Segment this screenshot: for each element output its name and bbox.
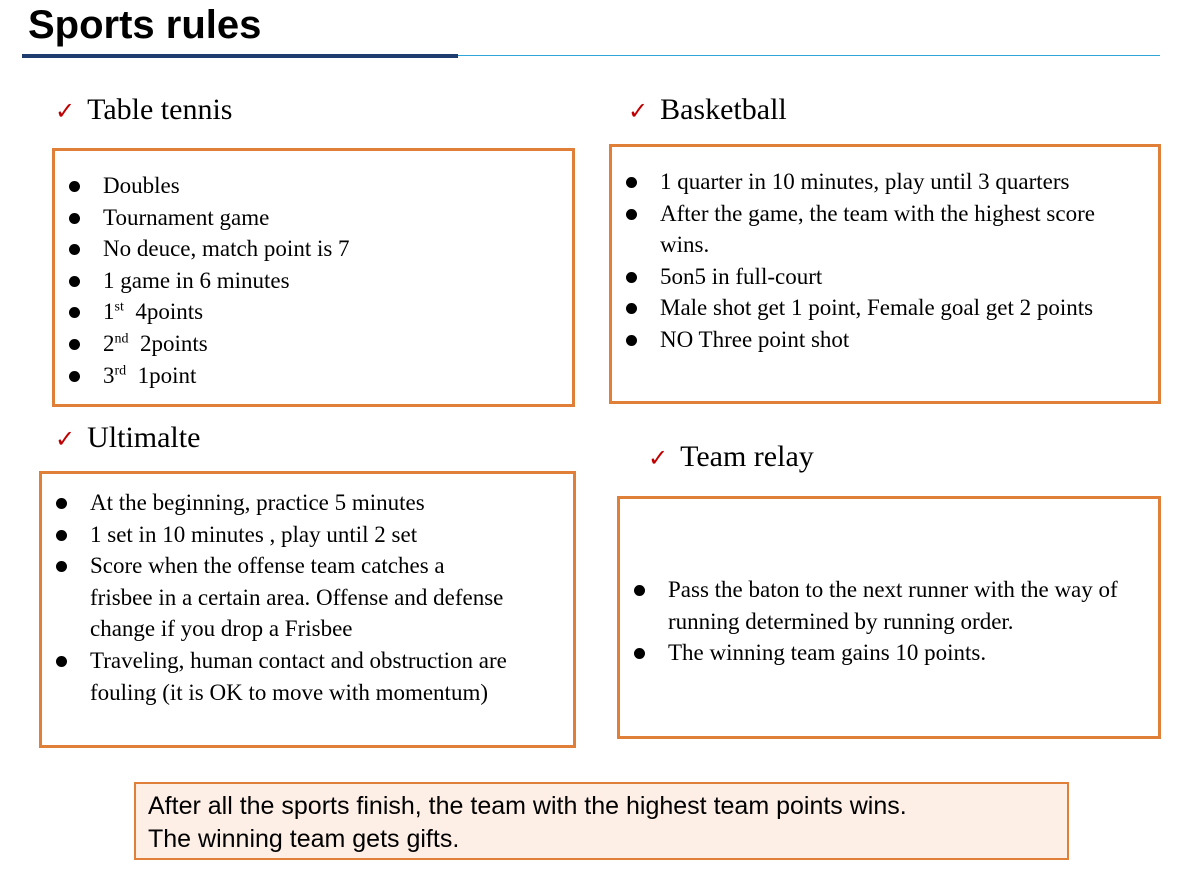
- rank-suffix: nd: [114, 331, 129, 347]
- rank-points: 2points: [140, 330, 208, 356]
- rank-suffix: st: [114, 299, 124, 315]
- check-icon: ✓: [55, 425, 76, 453]
- list-item: NO Three point shot: [612, 324, 1112, 356]
- heading-team-relay: [648, 440, 814, 475]
- basketball-list: [612, 166, 1112, 356]
- rank-points: 4points: [135, 299, 204, 325]
- page-title: Sports rules: [28, 3, 262, 47]
- ultimate-list: [42, 487, 512, 708]
- table-tennis-box: [52, 148, 575, 407]
- list-item: Score when the offense team catches a frisbee in a certain area. Offense and defense change if you drop a Frisbee: [42, 550, 512, 645]
- list-item: Male shot get 1 point, Female goal get 2 points: [612, 292, 1112, 324]
- heading-basketball: [628, 93, 787, 128]
- list-item-rank: [55, 296, 572, 328]
- list-item: After the game, the team with the highest score wins.: [612, 198, 1112, 261]
- heading-label: Team relay: [680, 440, 814, 473]
- title-underline-dark: [22, 54, 458, 58]
- list-item: At the beginning, practice 5 minutes: [42, 487, 512, 519]
- heading-ultimate: [55, 421, 200, 456]
- heading-table-tennis: [55, 93, 232, 128]
- ultimate-box: [39, 471, 576, 748]
- team-relay-list: [620, 574, 1140, 669]
- rank-number: 1: [103, 299, 115, 325]
- rank-number: 3: [103, 362, 115, 388]
- list-item: Traveling, human contact and obstruction are fouling (it is OK to move with momentum): [42, 645, 512, 708]
- list-item: 1 set in 10 minutes , play until 2 set: [42, 519, 512, 551]
- title-underline-light: [458, 55, 1160, 56]
- summary-line-2: The winning team gets gifts.: [148, 825, 460, 853]
- list-item: No deuce, match point is 7: [55, 233, 572, 265]
- check-icon: ✓: [628, 97, 649, 125]
- summary-line-1: After all the sports finish, the team with the highest team points wins.: [148, 792, 907, 820]
- heading-label: Table tennis: [87, 93, 233, 126]
- team-relay-box: [617, 496, 1161, 739]
- list-item-rank: [55, 328, 572, 360]
- basketball-box: [609, 144, 1161, 404]
- list-item-rank: [55, 360, 572, 392]
- summary-callout: [134, 782, 1069, 860]
- list-item: 1 quarter in 10 minutes, play until 3 quarters: [612, 166, 1112, 198]
- list-item: Tournament game: [55, 202, 572, 234]
- list-item: Pass the baton to the next runner with the way of running determined by running order.: [620, 574, 1140, 637]
- table-tennis-list: [55, 170, 572, 391]
- list-item: Doubles: [55, 170, 572, 202]
- heading-label: Ultimalte: [87, 421, 201, 454]
- rank-number: 2: [103, 330, 115, 356]
- check-icon: ✓: [648, 444, 669, 472]
- rank-points: 1point: [137, 362, 197, 388]
- rank-suffix: rd: [114, 362, 127, 378]
- heading-label: Basketball: [660, 93, 787, 126]
- check-icon: ✓: [55, 97, 76, 125]
- list-item: 5on5 in full-court: [612, 261, 1112, 293]
- list-item: 1 game in 6 minutes: [55, 265, 572, 297]
- list-item: The winning team gains 10 points.: [620, 637, 1140, 669]
